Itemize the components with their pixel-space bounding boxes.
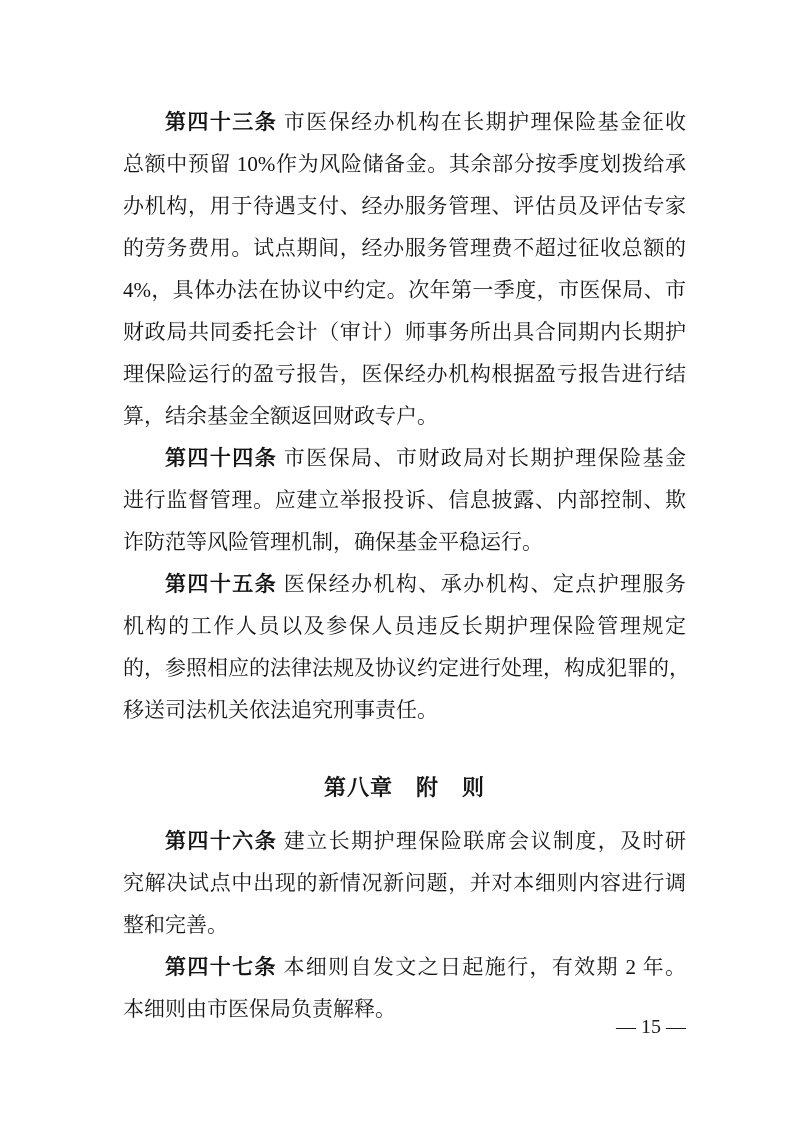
text-segment: 的劳务费用。试点期间，经办服务管理费不超过征收总额的 [123, 236, 686, 260]
text-line [123, 862, 686, 904]
text-segment: 的，参照相应的法律法规及协议约定进行处理，构成犯罪的， [123, 656, 690, 680]
text-line [123, 521, 686, 563]
text-segment: 总额中预留 10%作为风险储备金。其余部分按季度划拨给承 [123, 152, 686, 176]
text-line [123, 689, 686, 731]
text-segment: 究解决试点中出现的新情况新问题，并对本细则内容进行调 [123, 871, 686, 895]
text-line [123, 101, 686, 143]
article-number: 第四十四条 [165, 446, 278, 470]
article-43-paragraph [123, 101, 686, 437]
text-line [123, 563, 686, 605]
text-line [123, 479, 686, 521]
text-line [123, 946, 686, 988]
text-segment: 市医保局、市财政局对长期护理保险基金 [277, 446, 687, 470]
text-segment: 市医保经办机构在长期护理保险基金征收 [277, 110, 687, 134]
text-line [123, 605, 686, 647]
text-segment: 医保经办机构、承办机构、定点护理服务 [277, 572, 687, 596]
text-segment: 进行监督管理。应建立举报投诉、信息披露、内部控制、欺 [123, 488, 686, 512]
text-segment: 诈防范等风险管理机制，确保基金平稳运行。 [123, 530, 543, 554]
text-segment: 算，结余基金全额返回财政专户。 [123, 404, 438, 428]
article-44-paragraph [123, 437, 686, 563]
article-45-paragraph [123, 563, 690, 731]
article-number: 第四十五条 [165, 572, 278, 596]
text-line [123, 353, 686, 395]
article-46-paragraph [123, 820, 686, 946]
text-segment: 移送司法机关依法追究刑事责任。 [123, 698, 438, 722]
text-segment: 4%，具体办法在协议中约定。次年第一季度，市医保局、市 [123, 278, 686, 302]
text-segment: 机构的工作人员以及参保人员违反长期护理保险管理规定 [123, 614, 686, 638]
article-number: 第四十三条 [165, 110, 278, 134]
article-number: 第四十六条 [165, 829, 278, 853]
text-line [123, 185, 686, 227]
text-segment: 整和完善。 [123, 913, 228, 937]
page-number: — 15 — [616, 1016, 686, 1038]
text-line [123, 904, 686, 946]
text-line [123, 437, 686, 479]
text-line [123, 269, 686, 311]
text-segment: 本细则自发文之日起施行，有效期 2 年。 [276, 955, 687, 979]
text-segment: 办机构，用于待遇支付、经办服务管理、评估员及评估专家 [123, 194, 686, 218]
chapter-8-heading: 第八章 附 则 [323, 775, 485, 800]
text-line [123, 143, 686, 185]
text-segment: 理保险运行的盈亏报告，医保经办机构根据盈亏报告进行结 [123, 362, 686, 386]
text-segment: 建立长期护理保险联席会议制度，及时研 [277, 829, 687, 853]
text-segment: 本细则由市医保局负责解释。 [123, 997, 396, 1021]
article-number: 第四十七条 [165, 955, 277, 979]
text-line [123, 647, 690, 689]
text-line [123, 311, 686, 353]
document-body [123, 101, 690, 1030]
text-segment: 财政局共同委托会计（审计）师事务所出具合同期内长期护 [123, 320, 686, 344]
text-line [123, 395, 686, 437]
text-line [123, 820, 686, 862]
text-line [123, 227, 686, 269]
